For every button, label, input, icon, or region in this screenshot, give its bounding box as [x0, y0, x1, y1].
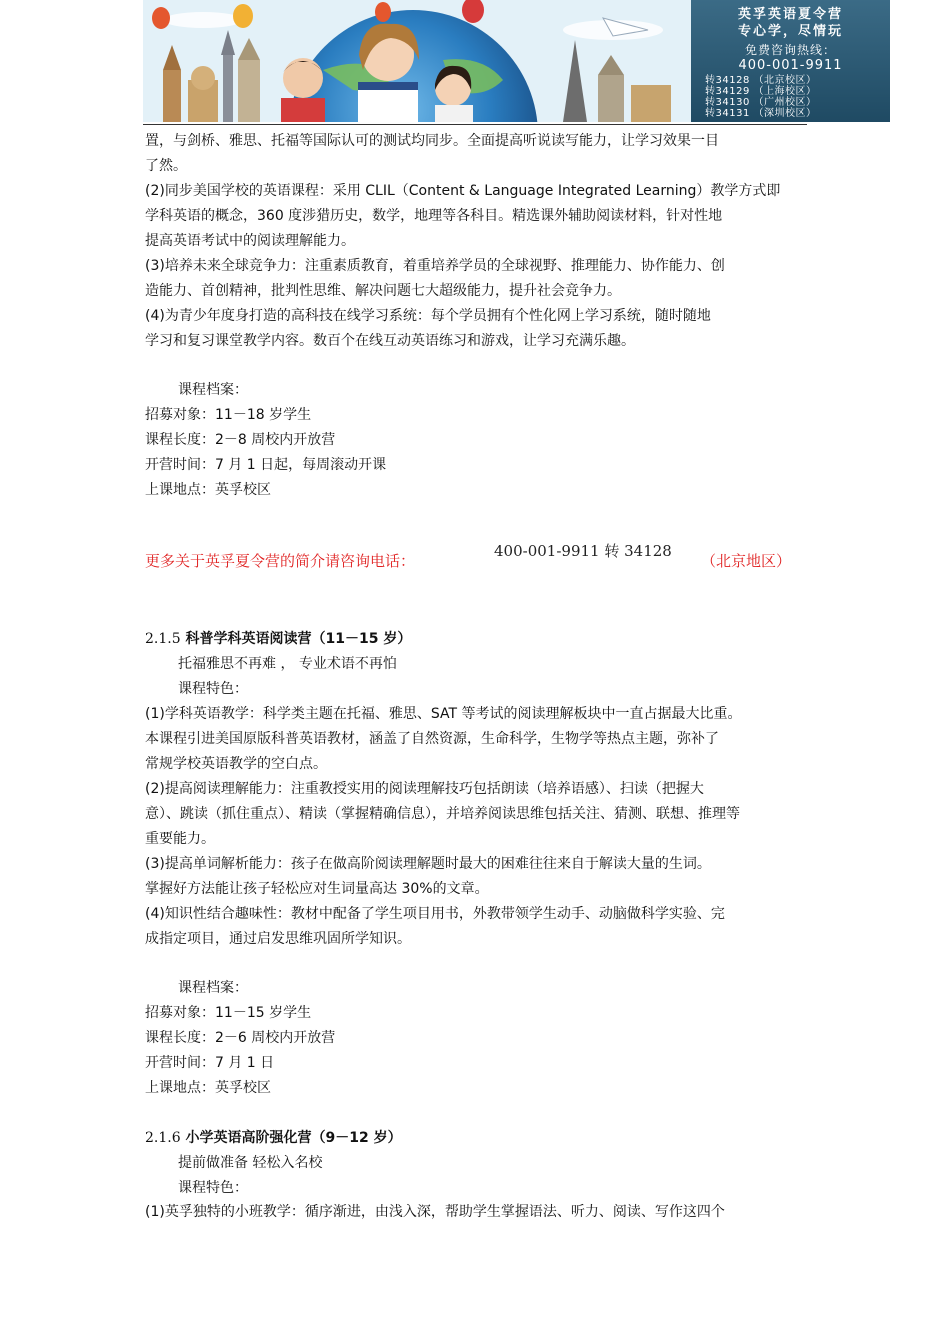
promo-phone: 400-001-9911 转 34128: [494, 542, 672, 560]
banner-illustration: [143, 0, 691, 122]
profile-title: 课程档案：: [178, 980, 248, 996]
body-line: 置，与剑桥、雅思、托福等国际认可的测试均同步。全面提高听说读写能力，让学习效果一目: [145, 133, 719, 149]
header-banner: [143, 0, 890, 122]
section-number: 2.1.6: [145, 1130, 181, 1146]
branch-shenzhen: 转34131 （深圳校区）: [705, 108, 817, 119]
banner-title: 英孚英语夏令营: [737, 7, 843, 22]
section-heading-216: [145, 1128, 402, 1148]
profile-item: 开营时间：7 月 1 日: [145, 1055, 275, 1071]
profile-item: 招募对象：11－18 岁学生: [145, 407, 312, 423]
hotline-number: 400-001-9911: [738, 58, 843, 73]
branch-list: [691, 75, 890, 119]
profile-item: 上课地点：英孚校区: [145, 482, 271, 498]
body-line: 重要能力。: [145, 831, 215, 847]
body-line: 提高英语考试中的阅读理解能力。: [145, 233, 355, 249]
body-line: 成指定项目，通过启发思维巩固所学知识。: [145, 931, 411, 947]
body-line: (4)为青少年度身打造的高科技在线学习系统：每个学员拥有个性化网上学习系统，随时随地: [145, 308, 711, 324]
promo-region: （北京地区）: [701, 552, 792, 570]
profile-item: 上课地点：英孚校区: [145, 1080, 271, 1096]
section-title: 小学英语高阶强化营（9－12 岁）: [185, 1130, 402, 1146]
branch-beijing: 转34128 （北京校区）: [705, 75, 817, 86]
body-line: (1)英孚独特的小班教学：循序渐进，由浅入深，帮助学生掌握语法、听力、阅读、写作这四个: [145, 1204, 725, 1220]
section-slogan: 提前做准备 轻松入名校: [178, 1155, 323, 1171]
body-line: 学习和复习课堂教学内容。数百个在线互动英语练习和游戏，让学习充满乐趣。: [145, 333, 635, 349]
profile-title: 课程档案：: [178, 382, 248, 398]
features-title: 课程特色：: [178, 1180, 248, 1196]
features-title: 课程特色：: [178, 681, 248, 697]
hotline-panel: [691, 0, 890, 122]
profile-item: 课程长度：2－6 周校内开放营: [145, 1030, 336, 1046]
profile-item: 课程长度：2－8 周校内开放营: [145, 432, 336, 448]
body-line: (2)同步美国学校的英语课程：采用 CLIL（Content & Language Integrated Learning）教学方式即: [145, 183, 781, 199]
hotline-label: 免费咨询热线：: [744, 43, 836, 57]
header-rule: [143, 124, 807, 125]
body-line: 掌握好方法能让孩子轻松应对生词量高达 30%的文章。: [145, 881, 489, 897]
body-line: (1)学科英语教学：科学类主题在托福、雅思、SAT 等考试的阅读理解板块中一直占据最大比重。: [145, 706, 742, 722]
body-line: 意）、跳读（抓住重点）、精读（掌握精确信息），并培养阅读思维包括关注、猜测、联想、推理等: [145, 806, 740, 822]
promo-text: 更多关于英孚夏令营的简介请咨询电话：: [145, 552, 416, 570]
banner-subtitle: 专心学，尽情玩: [737, 24, 843, 39]
branch-shanghai: 转34129 （上海校区）: [705, 86, 817, 97]
body-line: (3)培养未来全球竞争力：注重素质教育，着重培养学员的全球视野、推理能力、协作能力、创: [145, 258, 725, 274]
body-line: (4)知识性结合趣味性：教材中配备了学生项目用书，外教带领学生动手、动脑做科学实验、完: [145, 906, 725, 922]
section-heading-215: [145, 629, 411, 649]
section-title: 科普学科英语阅读营（11－15 岁）: [185, 631, 412, 647]
body-line: (3)提高单词解析能力：孩子在做高阶阅读理解题时最大的困难往往来自于解读大量的生词。: [145, 856, 711, 872]
body-line: 本课程引进美国原版科普英语教材，涵盖了自然资源，生命科学，生物学等热点主题，弥补了: [145, 731, 719, 747]
section-slogan: 托福雅思不再难 ， 专业术语不再怕: [178, 656, 397, 672]
body-line: (2)提高阅读理解能力：注重教授实用的阅读理解技巧包括朗读（培养语感）、扫读（把握大: [145, 781, 704, 797]
profile-item: 开营时间：7 月 1 日起，每周滚动开课: [145, 457, 387, 473]
profile-item: 招募对象：11－15 岁学生: [145, 1005, 312, 1021]
section-number: 2.1.5: [145, 631, 181, 647]
body-line: 常规学校英语教学的空白点。: [145, 756, 327, 772]
body-line: 学科英语的概念，360 度涉猎历史，数学，地理等各科目。精选课外辅助阅读材料，针对性地: [145, 208, 723, 224]
branch-guangzhou: 转34130 （广州校区）: [705, 97, 817, 108]
body-line: 了然。: [145, 158, 187, 174]
body-line: 造能力、首创精神，批判性思维、解决问题七大超级能力，提升社会竞争力。: [145, 283, 621, 299]
